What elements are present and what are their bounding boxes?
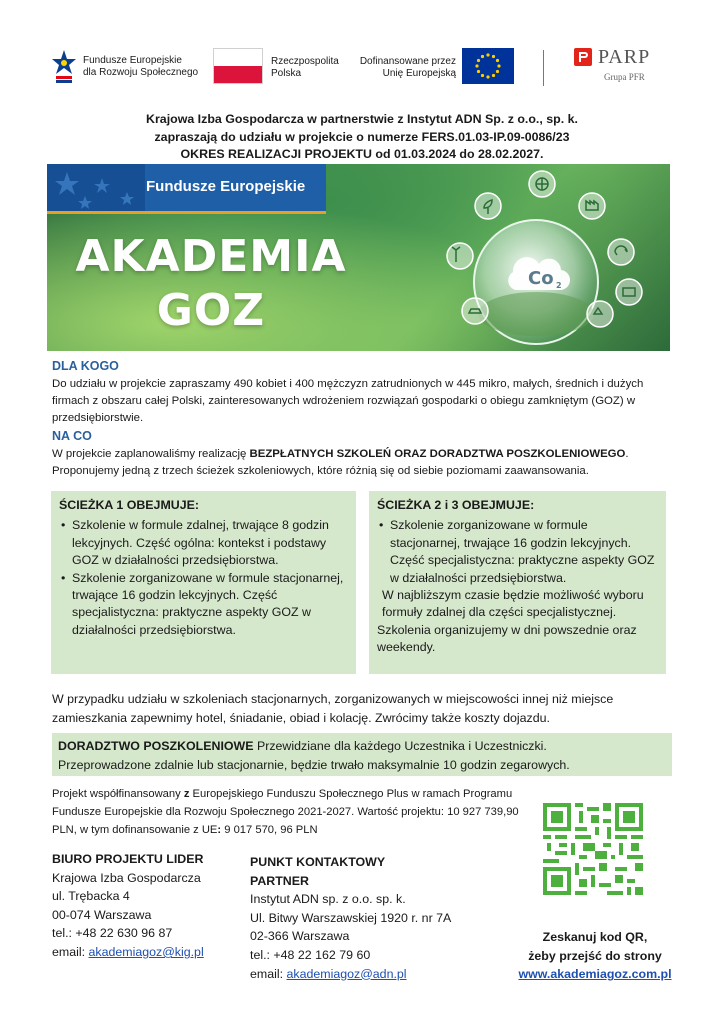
parp-name: PARP [598, 46, 651, 68]
na-co-text-before: W projekcie zaplanowaliśmy realizację [52, 448, 250, 460]
office-phone: tel.: +48 22 630 96 87 [52, 926, 173, 941]
funding-part-2: Europejskiego Funduszu Społecznego Plus w ramach Programu Fundusze Europejskie dla Rozwoju Społecznego 2021-2027. Wartość projektu: 10 927 739,90 PLN, w tym dofinansowanie z UE [52, 788, 519, 837]
intro [40, 111, 684, 164]
partner-city: 02-366 Warszawa [250, 929, 350, 944]
office-heading: BIURO PROJEKTU LIDER [52, 852, 204, 866]
office-email-link[interactable]: akademiagoz@kig.pl [88, 944, 204, 959]
funding-part-1-bold: z [183, 788, 190, 800]
path-1-item-1: • Szkolenie w formule zdalnej, trwające 8 godzin lekcyjnych. Część ogólna: kontekst i podstawy GOZ w działalności przedsiębiorstwa. [59, 517, 348, 569]
banner-title-line-1: AKADEMIA [75, 231, 347, 282]
path-1-heading: ŚCIEŻKA 1 OBEJMUJE: [59, 498, 199, 512]
na-co-text-bold: BEZPŁATNYCH SZKOLEŃ ORAZ DORADZTWA POSZKOLENIOWEGO [249, 448, 626, 460]
banner [47, 164, 670, 351]
ue-line-1: Dofinansowane przez [359, 56, 456, 67]
path-1-item-2: • Szkolenie zorganizowane w formule stacjonarnej, trwające 16 godzin lekcyjnych. Część specjalistyczna: praktyczne aspekty GOZ w działalności przedsiębiorstwa. [59, 570, 348, 640]
intro-line-1: Krajowa Izba Gospodarcza w partnerstwie z Instytut ADN Sp. z o.o., sp. k. [146, 112, 578, 126]
advice-text-1: Przewidziane dla każdego Uczestnika i Uczestniczki. [253, 739, 547, 753]
path-2-3-box [369, 491, 666, 674]
intro-line-2: zapraszają do udziału w projekcie o numerze FERS.01.03-IP.09-0086/23 [154, 129, 570, 144]
office-email-label: email: [52, 944, 89, 959]
path-1-box [51, 491, 356, 674]
logo-divider [543, 50, 544, 86]
ue-line-2: Unię Europejską [382, 68, 456, 79]
qr-caption-line-2: żeby przejść do strony [528, 948, 662, 963]
partner-contact [250, 853, 500, 983]
office-street: ul. Trębacka 4 [52, 889, 130, 904]
partner-heading-1: PUNKT KONTAKTOWY [250, 855, 386, 869]
banner-tag-underline [47, 211, 326, 214]
banner-tag [47, 164, 326, 214]
na-co-text-after: . [625, 448, 629, 460]
funding-info [52, 785, 522, 840]
banner-title [71, 230, 351, 338]
pl-logo-text [271, 56, 339, 80]
qr-code-icon[interactable] [543, 803, 643, 895]
path-2-3-item-1: • Szkolenie zorganizowane w formule stacjonarnej, trwające 16 godzin lekcyjnych. Część specjalistyczna: praktyczne aspekty GOZ w działalności przedsiębiorstwa. [377, 517, 658, 587]
advice-box [52, 733, 672, 776]
partner-email-row [250, 965, 500, 984]
ue-logo-text [358, 56, 456, 80]
funding-part-1: Projekt współfinansowany [52, 788, 184, 800]
path-1-list [59, 517, 348, 639]
partner-heading-2: PARTNER [250, 873, 309, 888]
pl-line-1: Rzeczpospolita [271, 56, 339, 67]
qr-caption-line-1: Zeskanuj kod QR, [542, 930, 648, 944]
pl-line-2: Polska [271, 68, 302, 79]
office-name: Krajowa Izba Gospodarcza [52, 870, 201, 885]
funding-part-2-bold: : [217, 824, 222, 837]
partner-name: Instytut ADN sp. z o.o. sp. k. [250, 892, 406, 907]
partner-email-link[interactable]: akademiagoz@adn.pl [286, 966, 407, 981]
website-link[interactable]: www.akademiagoz.com.pl [518, 967, 672, 982]
project-office [52, 850, 252, 962]
office-city: 00-074 Warszawa [52, 907, 152, 922]
fe-star-icon [50, 44, 78, 86]
path-2-3-heading: ŚCIEŻKA 2 i 3 OBEJMUJE: [377, 498, 535, 512]
advice-text-2: Przeprowadzone zdalnie lub stacjonarnie, będzie trwało maksymalnie 10 godzin zegarowych. [58, 757, 570, 772]
partner-street: Ul. Bitwy Warszawskiej 1920 r. nr 7A [250, 910, 452, 925]
path-2-3-note-1: W najbliższym czasie będzie możliwość wyboru formuły zdalnej dla części specjalistycznej. [382, 588, 644, 620]
banner-title-line-2: GOZ [156, 285, 266, 336]
na-co-heading: NA CO [52, 429, 92, 443]
parp-mark-icon [574, 48, 592, 66]
co2-label: Co [528, 268, 554, 289]
path-2-3-note-2: Szkolenia organizujemy w dni powszednie oraz weekendy. [377, 622, 637, 655]
path-2-3-list [377, 517, 658, 587]
na-co-line-1 [52, 446, 682, 463]
intro-line-3: OKRES REALIZACJI PROJEKTU od 01.03.2024 do 28.02.2027. [180, 147, 544, 161]
accommodation-text: W przypadku udziału w szkoleniach stacjonarnych, zorganizowanych w miejscowości innej niż miejsce zamieszkania zapewnimy hotel, śniadanie, obiad i kolację. Zwrócimy także koszty dojazdu. [52, 692, 614, 725]
fe-line-1: Fundusze Europejskie [83, 55, 182, 66]
fe-line-2: dla Rozwoju Społecznego [83, 67, 199, 78]
office-email-row [52, 943, 252, 962]
parp-logo [574, 46, 674, 88]
eu-flag-icon [462, 48, 514, 84]
fe-logo-text [83, 55, 198, 79]
banner-tag-text: Fundusze Europejskie [146, 178, 306, 195]
pl-logo [213, 48, 363, 88]
ue-logo [358, 48, 518, 88]
parp-subtitle: Grupa PFR [604, 72, 645, 82]
dla-kogo-text: Do udziału w projekcie zapraszamy 490 kobiet i 400 mężczyzn zatrudnionych w 445 mikro, małych, średnich i dużych firmach z obszaru całej Polski, zainteresowanych wdrożeniem rozwiązań gospodarki o obiegu zamkniętym (GOZ) w przedsiębiorstwie. [52, 378, 644, 424]
dla-kogo-heading: DLA KOGO [52, 359, 119, 373]
poland-flag-icon [213, 48, 263, 84]
svg-text:2: 2 [556, 281, 562, 290]
partner-email-label: email: [250, 966, 287, 981]
eu-stars-icon [47, 164, 145, 214]
advice-heading: DORADZTWO POSZKOLENIOWE [58, 739, 254, 753]
funding-part-3: 9 017 570, 96 PLN [221, 824, 318, 837]
logo-strip [0, 0, 724, 100]
na-co-line-2: Proponujemy jedną z trzech ścieżek szkoleniowych, które różnią się od siebie poziomami zaawansowania. [52, 465, 589, 477]
qr-caption [505, 928, 685, 984]
advice-line-1 [58, 737, 666, 756]
fe-logo [50, 44, 200, 88]
partner-phone: tel.: +48 22 162 79 60 [250, 947, 371, 962]
eco-globe-illustration [416, 164, 670, 351]
na-co-text [52, 446, 682, 480]
